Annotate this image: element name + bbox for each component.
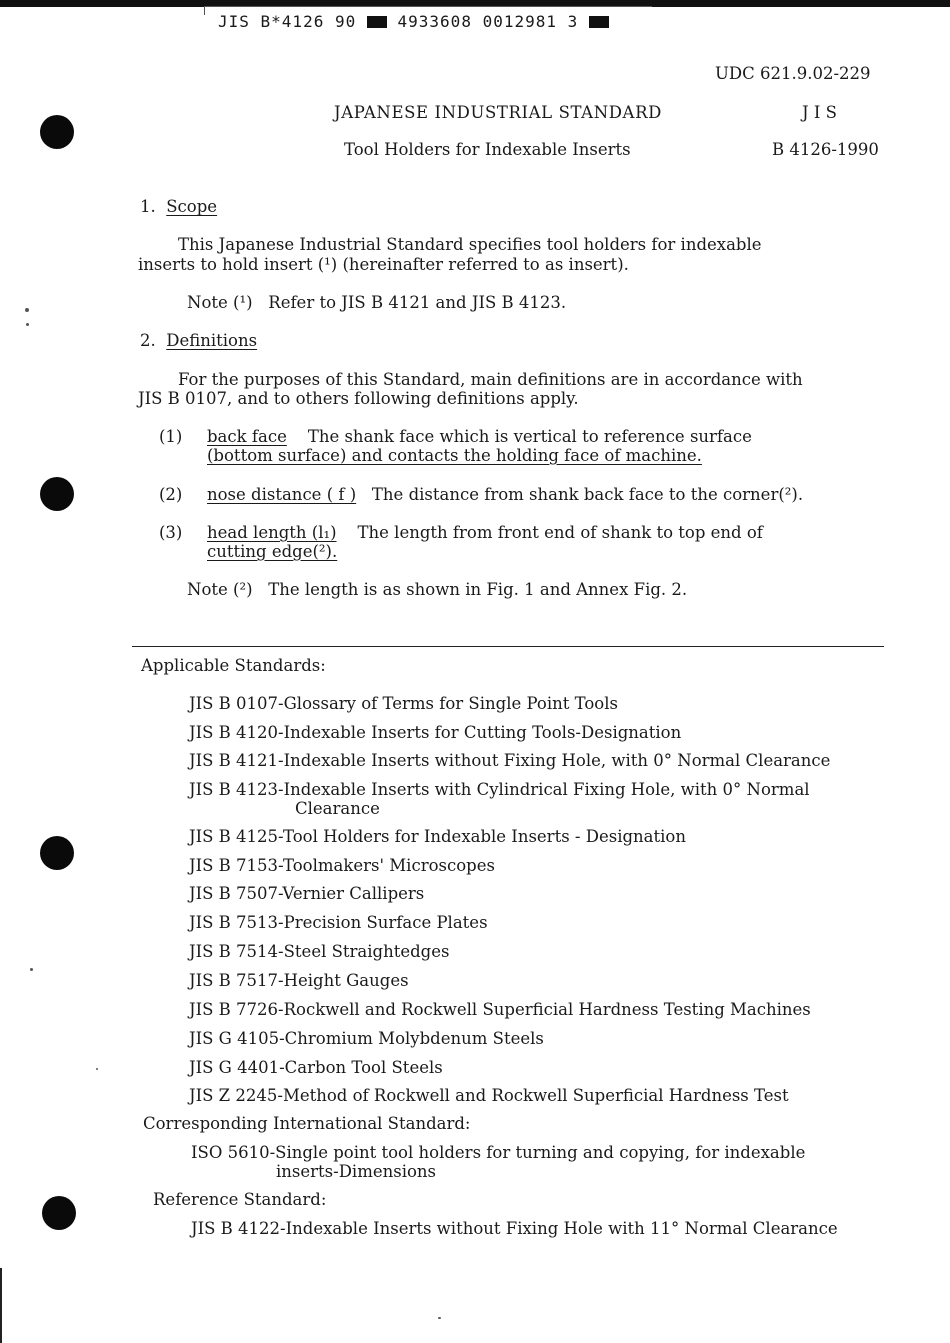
footnote-divider <box>132 646 884 647</box>
punch-hole <box>40 115 74 149</box>
definition-text: The shank face which is vertical to reference surface <box>307 427 752 446</box>
scan-speck <box>96 1068 98 1070</box>
scan-corner-mark <box>204 6 205 15</box>
scan-speck <box>438 1317 441 1319</box>
note-text: Refer to JIS B 4121 and JIS B 4123. <box>268 293 567 312</box>
scope-paragraph-line: inserts to hold insert (¹) (hereinafter referred to as insert). <box>138 255 629 274</box>
note-label: Note (¹) <box>187 293 253 312</box>
standard-item: JIS B 7153-Toolmakers' Microscopes <box>189 856 495 875</box>
scan-speck <box>30 968 33 971</box>
punch-hole <box>40 836 74 870</box>
scope-note <box>187 293 566 312</box>
scan-block-mark <box>367 16 387 28</box>
definition-term: head length (l₁) <box>207 523 337 542</box>
document-number: B 4126-1990 <box>772 140 879 159</box>
definition-text-continued: cutting edge(²). <box>207 542 338 561</box>
section-title: Scope <box>166 197 218 216</box>
standard-item: JIS B 7513-Precision Surface Plates <box>189 913 488 932</box>
section-1-heading <box>140 197 217 216</box>
standard-item: JIS B 7517-Height Gauges <box>189 971 409 990</box>
note-text: The length is as shown in Fig. 1 and Annex Fig. 2. <box>268 580 688 599</box>
scan-block-mark <box>589 16 609 28</box>
standard-item: JIS B 7726-Rockwell and Rockwell Superficial Hardness Testing Machines <box>189 1000 811 1019</box>
definition-item-number: (1) <box>159 427 183 446</box>
udc-number: UDC 621.9.02-229 <box>715 64 871 83</box>
section-2-heading <box>140 331 257 350</box>
scope-paragraph-line: This Japanese Industrial Standard specifies tool holders for indexable <box>178 235 762 254</box>
standard-item: JIS B 4123-Indexable Inserts with Cylindrical Fixing Hole, with 0° Normal <box>189 780 810 799</box>
definition-text-continued: (bottom surface) and contacts the holding face of machine. <box>207 446 702 465</box>
standard-item: JIS G 4401-Carbon Tool Steels <box>189 1058 443 1077</box>
section-number: 1. <box>140 197 156 216</box>
definition-term: back face <box>207 427 287 446</box>
definition-item-number: (2) <box>159 485 183 504</box>
scan-header-code <box>218 12 609 31</box>
standard-item-continued: Clearance <box>295 799 380 818</box>
punch-hole <box>42 1196 76 1230</box>
definition-item <box>207 523 763 542</box>
scan-header-code-part1: JIS B*4126 90 <box>218 12 357 31</box>
definition-item-number: (3) <box>159 523 183 542</box>
scan-corner-rule <box>204 6 652 7</box>
standard-item: JIS B 0107-Glossary of Terms for Single Point Tools <box>189 694 618 713</box>
definition-item <box>207 485 803 504</box>
international-standard-heading: Corresponding International Standard: <box>143 1114 471 1133</box>
definitions-intro-line: For the purposes of this Standard, main definitions are in accordance with <box>178 370 803 389</box>
standard-item: JIS Z 2245-Method of Rockwell and Rockwell Superficial Hardness Test <box>189 1086 789 1105</box>
standard-item: JIS B 4120-Indexable Inserts for Cutting Tools-Designation <box>189 723 682 742</box>
scan-header-code-part2: 4933608 0012981 3 <box>397 12 579 31</box>
scan-left-edge <box>0 1268 2 1343</box>
definition-item <box>207 427 752 446</box>
standard-item: JIS B 4125-Tool Holders for Indexable Inserts - Designation <box>189 827 686 846</box>
reference-standard-item: JIS B 4122-Indexable Inserts without Fixing Hole with 11° Normal Clearance <box>191 1219 838 1238</box>
punch-hole <box>40 477 74 511</box>
definition-term: nose distance ( f ) <box>207 485 357 504</box>
document-title: Tool Holders for Indexable Inserts <box>344 140 631 159</box>
definitions-intro-line: JIS B 0107, and to others following definitions apply. <box>138 389 579 408</box>
definition-text: The distance from shank back face to the corner(²). <box>371 485 804 504</box>
international-standard-item: ISO 5610-Single point tool holders for turning and copying, for indexable <box>191 1143 806 1162</box>
scan-speck <box>26 323 29 326</box>
jis-mark: J I S <box>802 103 837 122</box>
applicable-standards-heading: Applicable Standards: <box>141 656 326 675</box>
reference-standard-heading: Reference Standard: <box>153 1190 327 1209</box>
standard-item: JIS B 4121-Indexable Inserts without Fixing Hole, with 0° Normal Clearance <box>189 751 831 770</box>
definition-text: The length from front end of shank to top end of <box>357 523 763 542</box>
international-standard-item-continued: inserts-Dimensions <box>276 1162 437 1181</box>
section-title: Definitions <box>166 331 258 350</box>
organization-title: JAPANESE INDUSTRIAL STANDARD <box>334 103 662 122</box>
standard-item: JIS G 4105-Chromium Molybdenum Steels <box>189 1029 544 1048</box>
section-number: 2. <box>140 331 156 350</box>
scan-speck <box>25 308 29 312</box>
note-label: Note (²) <box>187 580 253 599</box>
standard-item: JIS B 7514-Steel Straightedges <box>189 942 450 961</box>
standard-item: JIS B 7507-Vernier Callipers <box>189 884 425 903</box>
definitions-note <box>187 580 687 599</box>
